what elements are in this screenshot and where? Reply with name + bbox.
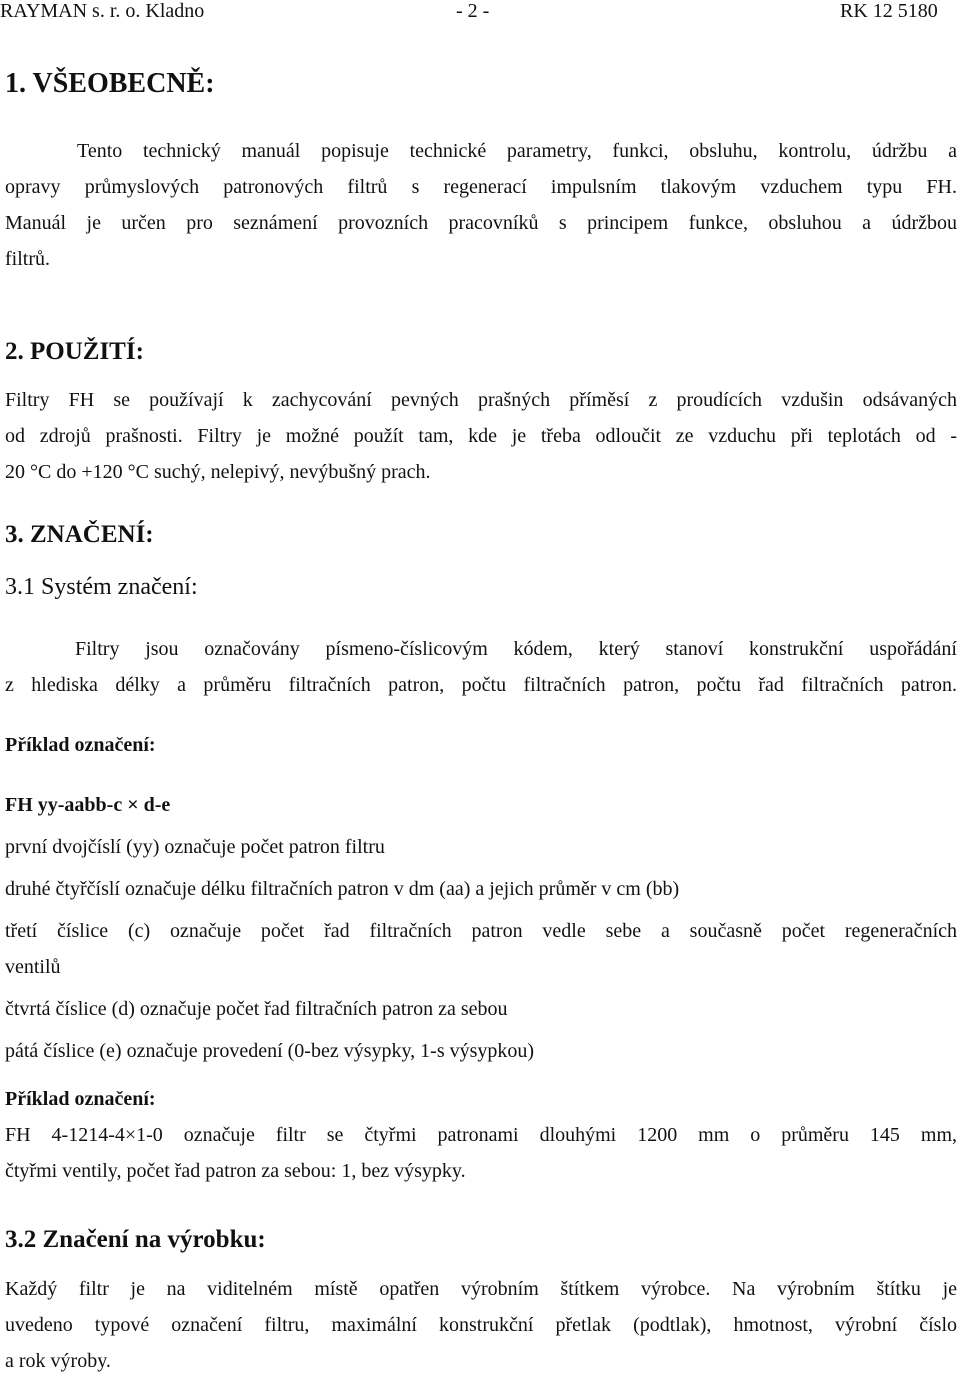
section-2-heading: 2. POUŽITÍ: [5,338,144,365]
definition-line: druhé čtyřčíslí označuje délku filtračních patron v dm (aa) a jejich průměr v cm (bb) [5,878,680,900]
section-1-line: Manuál je určen pro seznámení provozních pracovníků s principem funkce, obsluhou a údržbou [5,212,957,234]
section-3-heading: 3. ZNAČENÍ: [5,521,154,548]
definition-line: ventilů [5,956,61,978]
example-label: Příklad označení: [5,734,156,756]
section-1-line: filtrů. [5,248,50,270]
section-3-2-line: uvedeno typové označení filtru, maximální konstrukční přetlak (podtlak), hmotnost, výrobní číslo [5,1314,957,1336]
definition-line: pátá číslice (e) označuje provedení (0-bez výsypky, 1-s výsypkou) [5,1040,535,1062]
header-company: RAYMAN s. r. o. Kladno [0,0,205,22]
section-3-line: Filtry jsou označovány písmeno-číslicovým kódem, který stanoví konstrukční uspořádání [75,638,957,660]
definition-line: třetí číslice (c) označuje počet řad filtračních patron vedle sebe a současně počet regeneračních [5,920,957,942]
section-3-line: z hlediska délky a průměru filtračních patron, počtu filtračních patron, počtu řad filtračních patron. [5,674,957,696]
section-3-2-line: Každý filtr je na viditelném místě opatřen výrobním štítkem výrobce. Na výrobním štítku je [5,1278,957,1300]
section-2-line: od zdrojů prašnosti. Filtry je možné použít tam, kde je třeba odloučit ze vzduchu při teplotách od - [5,425,957,447]
section-1-heading: 1. VŠEOBECNĚ: [5,68,215,99]
section-2-line: Filtry FH se používají k zachycování pevných prašných příměsí z proudících vzdušin odsávaných [5,389,957,411]
header-doc-code: RK 12 5180 [840,0,938,22]
subsection-3-2-heading: 3.2 Značení na výrobku: [5,1226,266,1253]
section-3-2-line: a rok výroby. [5,1350,111,1372]
designation-code: FH yy-aabb-c × d-e [5,794,171,816]
example-line: čtyřmi ventily, počet řad patron za sebou: 1, bez výsypky. [5,1160,466,1182]
example-line: FH 4-1214-4×1-0 označuje filtr se čtyřmi patronami dlouhými 1200 mm o průměru 145 mm, [5,1124,957,1146]
section-1-line: Tento technický manuál popisuje technické parametry, funkci, obsluhu, kontrolu, údržbu a [77,140,957,162]
example-label: Příklad označení: [5,1088,156,1110]
section-1-line: opravy průmyslových patronových filtrů s regenerací impulsním tlakovým vzduchem typu FH. [5,176,957,198]
definition-line: čtvrtá číslice (d) označuje počet řad filtračních patron za sebou [5,998,508,1020]
header-page-number: - 2 - [456,0,490,22]
section-2-line: 20 °C do +120 °C suchý, nelepivý, nevýbušný prach. [5,461,431,483]
subsection-3-1-heading: 3.1 Systém značení: [5,574,198,600]
definition-line: první dvojčíslí (yy) označuje počet patron filtru [5,836,385,858]
